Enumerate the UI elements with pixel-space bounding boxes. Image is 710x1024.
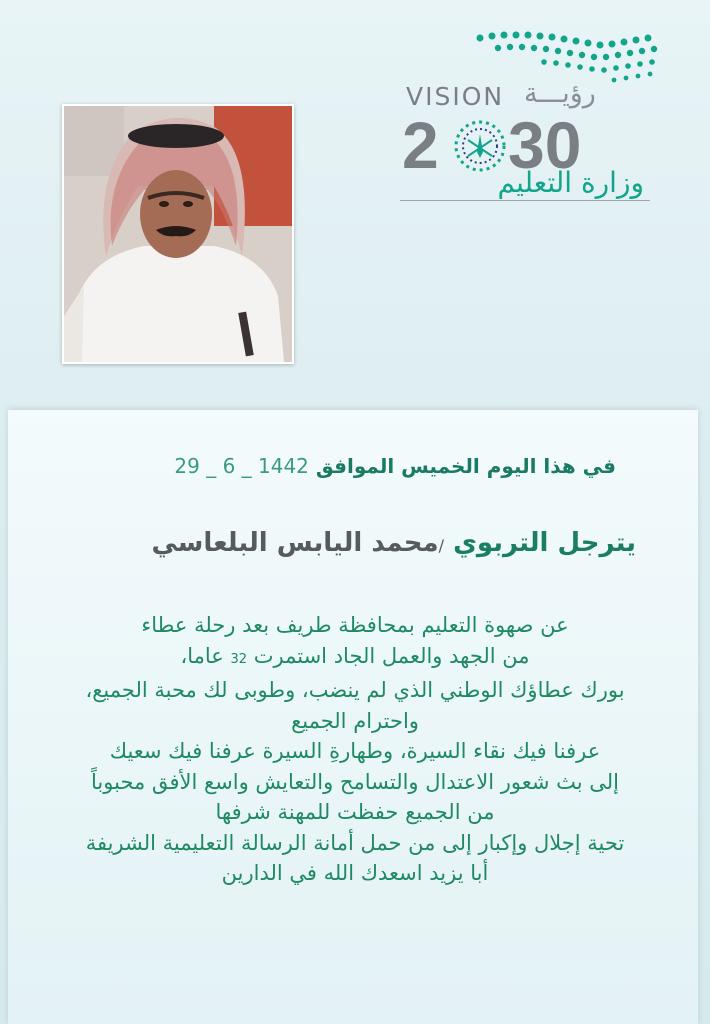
body-line-2-text: من الجهد والعمل الجاد استمرت: [253, 643, 530, 668]
emblem-icon: [456, 122, 504, 170]
vision-english-label: VISION: [406, 82, 505, 111]
portrait-photo: [62, 104, 294, 364]
body-line-8: تحية إجلال وإكبار إلى من حمل أمانة الرسالة التعليمية الشريفة: [85, 830, 625, 855]
years-count: 32: [230, 651, 248, 667]
body-line-4: واحترام الجميع: [291, 708, 419, 733]
year-right-digits: 30: [508, 110, 582, 182]
body-line-1: عن صهوة التعليم بمحافظة طريف بعد رحلة عطاء: [141, 613, 569, 637]
body-line-2-end: عاما،: [180, 643, 224, 668]
body-line-7: من الجميع حفظت للمهنة شرفها: [215, 800, 495, 824]
body-line-5: عرفنا فيك نقاء السيرة، وطهارةِ السيرة عرفنا فيك سعيك: [109, 739, 601, 763]
vision-arabic-label: رؤيـــة: [524, 78, 596, 109]
date-line: [40, 454, 616, 478]
ministry-of-education-label: وزارة التعليم: [497, 166, 644, 199]
headline-name: محمد اليابس البلعاسي: [151, 528, 439, 558]
vision-2030-logo: [396, 26, 666, 206]
date-text: في هذا اليوم الخميس الموافق: [315, 454, 616, 478]
body-line-2: [10, 641, 700, 676]
headline-separator: /: [438, 536, 445, 555]
body-line-3: بورك عطاؤك الوطني الذي لم ينضب، وطوبى لك محبة الجميع،: [85, 678, 625, 702]
headline-verb: يترجل التربوي: [453, 528, 636, 558]
body-line-6: إلى بث شعور الاعتدال والتسامح والتعايش واسع الأفق محبوباً: [91, 769, 619, 794]
body-line-9: أبا يزيد اسعدك الله في الدارين: [221, 861, 489, 885]
date-value: 29 _ 6 _ 1442: [174, 454, 309, 478]
headline: [40, 528, 636, 558]
portrait-image: [64, 106, 292, 362]
year-left-digit: 2: [402, 110, 439, 182]
logo-divider: [400, 200, 650, 201]
tribute-text: [10, 610, 700, 889]
